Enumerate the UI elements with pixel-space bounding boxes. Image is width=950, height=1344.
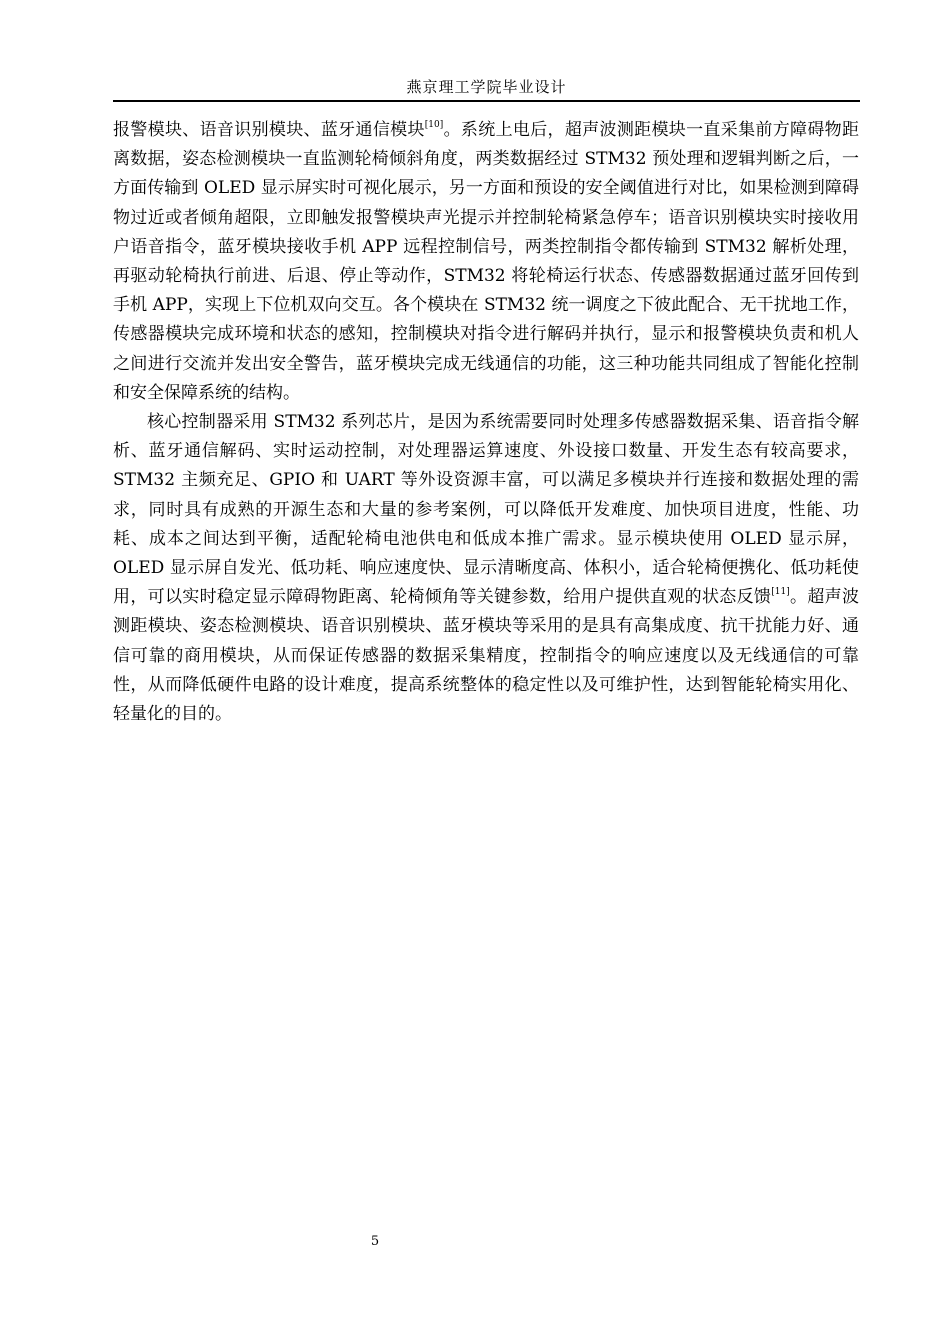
- citation-10: [10]: [424, 120, 444, 130]
- body-text: [113, 116, 859, 729]
- paragraph-1-text-b: 。系统上电后，超声波测距模块一直采集前方障碍物距离数据，姿态检测模块一直监测轮椅倾斜角度，两类数据经过 STM32 预处理和逻辑判断之后，一方面传输到 OLED 显示屏实时可视化展示，另一方面和预设的安全阈值进行对比，如果检测到障碍物过近或者倾角超限，立即触发报警模块声光提示并控制轮椅紧急停车；语音识别模块实时接收用户语音指令，蓝牙模块接收手机 APP 远程控制信号，两类控制指令都传输到 STM32 解析处理，再驱动轮椅执行前进、后退、停止等动作，STM32 将轮椅运行状态、传感器数据通过蓝牙回传到手机 APP，实现上下位机双向交互。各个模块在 STM32 统一调度之下彼此配合、无干扰地工作，传感器模块完成环境和状态的感知，控制模块对指令进行解码并执行，显示和报警模块负责和机人之间进行交流并发出安全警告，蓝牙模块完成无线通信的功能，这三种功能共同组成了智能化控制和安全保障系统的结构。: [113, 120, 860, 403]
- citation-11: [11]: [771, 587, 790, 598]
- paragraph-1-text-a: 报警模块、语音识别模块、蓝牙通信模块: [113, 120, 425, 140]
- page-number: 5: [370, 1234, 380, 1249]
- header-divider: [113, 100, 860, 102]
- paragraph-2-text-a: 核心控制器采用 STM32 系列芯片，是因为系统需要同时处理多传感器数据采集、语音指令解析、蓝牙通信解码、实时运动控制，对处理器运算速度、外设接口数量、开发生态有较高要求，STM32 主频充足、GPIO 和 UART 等外设资源丰富，可以满足多模块并行连接和数据处理的需求，同时具有成熟的开源生态和大量的参考案例，可以降低开发难度、加快项目进度，性能、功耗、成本之间达到平衡，适配轮椅电池供电和低成本推广需求。显示模块使用 OLED 显示屏，OLED 显示屏自发光、低功耗、响应速度快、显示清晰度高、体积小，适合轮椅便携化、低功耗使用，可以实时稳定显示障碍物距离、轮椅倾角等关键参数，给用户提供直观的状态反馈: [113, 412, 859, 608]
- paragraph-1: [113, 116, 859, 408]
- paragraph-2: [113, 408, 859, 729]
- paragraph-2-text-b: 。超声波测距模块、姿态检测模块、语音识别模块、蓝牙模块等采用的是具有高集成度、抗干扰能力好、通信可靠的商用模块，从而保证传感器的数据采集精度，控制指令的响应速度以及无线通信的可靠性，从而降低硬件电路的设计难度，提高系统整体的稳定性以及可维护性，达到智能轮椅实用化、轻量化的目的。: [113, 587, 860, 725]
- running-header: 燕京理工学院毕业设计: [406, 78, 567, 96]
